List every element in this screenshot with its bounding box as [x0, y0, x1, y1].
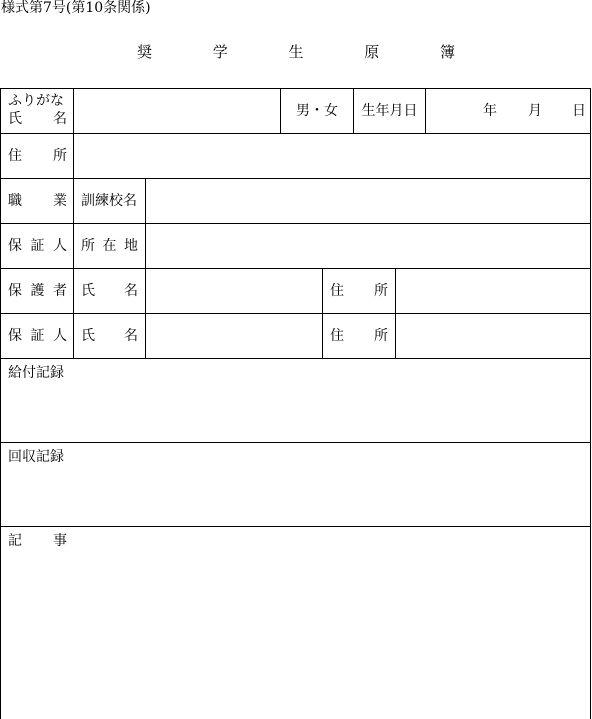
guarantor-2-name-field[interactable]	[146, 314, 322, 358]
guardian-name-label-char: 名	[124, 283, 138, 299]
guarantor-2-address-label-char: 住	[330, 328, 344, 344]
guardian-label	[8, 283, 67, 299]
collection-record-label: 回収記録	[8, 449, 64, 465]
page-title: 奨 学 生 原 簿	[136, 43, 484, 61]
guardian-name-label-char: 氏	[81, 283, 95, 299]
guarantor-2-label-char: 証	[30, 328, 45, 344]
notes-label-char: 事	[53, 533, 67, 549]
name-label-char: 氏	[8, 111, 22, 127]
location-field[interactable]	[146, 224, 591, 268]
guarantor-2-label-char: 人	[53, 328, 67, 344]
name-label-char: 名	[53, 111, 67, 127]
guarantor-label-char: 証	[30, 238, 45, 254]
column-divider	[425, 89, 426, 134]
guarantor-2-name-label-char: 名	[124, 328, 138, 344]
address-label	[8, 148, 67, 164]
training-school-label: 訓練校名	[81, 193, 137, 209]
column-divider	[322, 269, 323, 359]
location-label-char: 地	[124, 238, 138, 254]
guardian-label-char: 保	[8, 283, 22, 299]
notes-area[interactable]	[1, 527, 591, 719]
benefit-record-area[interactable]	[1, 359, 591, 442]
guardian-address-label-char: 住	[330, 283, 344, 299]
form-number: 様式第7号(第10条関係)	[1, 0, 151, 16]
occupation-label	[8, 193, 67, 209]
collection-record-area[interactable]	[1, 443, 591, 526]
guarantor-2-address-field[interactable]	[396, 314, 591, 358]
guarantor-2-label-char: 保	[8, 328, 22, 344]
notes-label-char: 記	[8, 533, 22, 549]
guardian-label-char: 者	[53, 283, 67, 299]
guarantor-label	[8, 238, 67, 254]
location-label-char: 在	[102, 238, 117, 254]
location-label	[81, 238, 138, 254]
guarantor-2-address-label	[330, 328, 388, 344]
birth-year-unit: 年	[483, 103, 497, 119]
benefit-record-label: 給付記録	[8, 365, 64, 381]
occupation-label-char: 職	[8, 193, 22, 209]
address-label-char: 住	[8, 148, 22, 164]
training-school-field[interactable]	[146, 179, 591, 223]
birth-day-unit: 日	[572, 103, 586, 119]
guarantor-2-name-label-char: 氏	[81, 328, 95, 344]
address-label-char: 所	[53, 148, 67, 164]
guarantor-2-address-label-char: 所	[374, 328, 388, 344]
address-field[interactable]	[74, 134, 591, 178]
name-label	[8, 111, 67, 127]
guardian-name-label	[81, 283, 138, 299]
guardian-label-char: 護	[30, 283, 45, 299]
birth-month-unit: 月	[528, 103, 542, 119]
birthdate-label: 生年月日	[361, 103, 418, 119]
guarantor-label-char: 保	[8, 238, 22, 254]
guardian-name-field[interactable]	[146, 269, 322, 313]
location-label-char: 所	[81, 238, 95, 254]
guardian-address-label	[330, 283, 388, 299]
name-field[interactable]	[74, 89, 280, 133]
guarantor-2-label	[8, 328, 67, 344]
guardian-address-field[interactable]	[396, 269, 591, 313]
guarantor-label-char: 人	[53, 238, 67, 254]
furigana-label: ふりがな	[8, 93, 64, 109]
occupation-label-char: 業	[53, 193, 67, 209]
sex-selection[interactable]: 男・女	[296, 103, 338, 119]
guardian-address-label-char: 所	[374, 283, 388, 299]
registry-form-table	[0, 88, 591, 719]
guarantor-2-name-label	[81, 328, 138, 344]
